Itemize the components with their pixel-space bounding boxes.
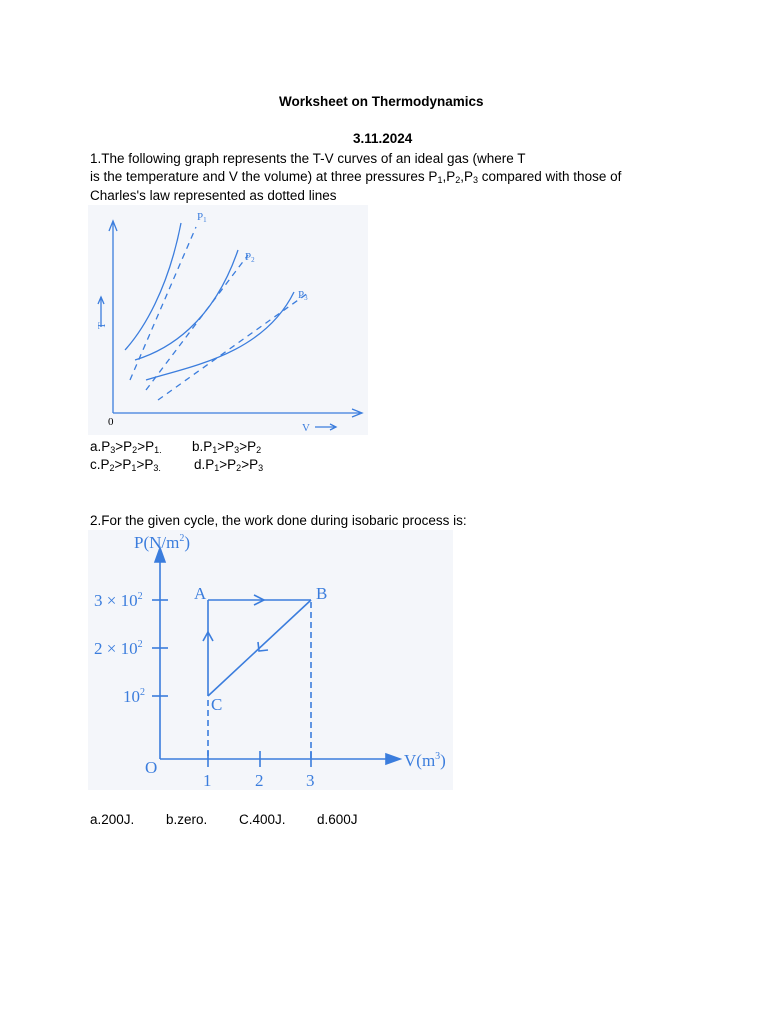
q1-tv-graph	[88, 205, 368, 435]
q2-option-a[interactable]: a.200J.	[90, 812, 135, 827]
q2-point-c: C	[211, 695, 223, 714]
q1-option-d[interactable]: $d.P_1>P_2>P_3$	[194, 457, 264, 473]
q1-text-line2: is the temperature and V the volume) at three pressures $P_1,P_2,P_3$ compared with those of	[90, 169, 622, 185]
q2-x-axis-label: $V(m^3)$	[404, 751, 446, 770]
q2-x-tick-2: 2	[255, 771, 264, 790]
q2-x-tick-1: 1	[203, 771, 212, 790]
q1-label-p2: P2	[245, 251, 255, 264]
q2-y-tick-300: $3 \times 10^2$	[94, 591, 143, 610]
q2-y-tick-200: $2 \times 10^2$	[94, 639, 143, 658]
q2-y-tick-100: $10^2$	[123, 687, 145, 706]
q1-option-b[interactable]: $b.P_1>P_3>P_2$	[192, 439, 262, 455]
q2-point-a: A	[194, 584, 207, 603]
q2-option-d[interactable]: d.600J	[317, 812, 358, 827]
worksheet-title: Worksheet on Thermodynamics	[279, 94, 484, 109]
q1-option-a[interactable]: $a.P_3>P_2>P_{1.}$	[90, 439, 162, 455]
q2-option-b[interactable]: b.zero.	[166, 812, 208, 827]
q2-pv-graph	[88, 530, 453, 790]
q2-y-axis-label: $P(N/m^2)$	[134, 533, 191, 552]
q1-origin-label: 0	[108, 416, 114, 428]
worksheet-date: 3.11.2024	[353, 131, 413, 146]
q1-v-label: V	[302, 422, 310, 434]
q2-point-b: B	[316, 584, 328, 603]
q2-text: 2.For the given cycle, the work done during isobaric process is:	[90, 513, 467, 528]
q1-label-p3: P3	[298, 289, 308, 302]
q1-text-line1: 1.The following graph represents the T-V curves of an ideal gas (where T	[90, 151, 526, 166]
q2-option-c[interactable]: C.400J.	[239, 812, 286, 827]
q1-t-label: T	[96, 322, 108, 329]
q2-origin-label: O	[145, 758, 158, 777]
q2-x-tick-3: 3	[306, 771, 315, 790]
q1-label-p1: P1	[197, 211, 207, 224]
q1-option-c[interactable]: $c.P_2>P_1>P_{3.}$	[90, 457, 161, 473]
q1-text-line3: Charles's law represented as dotted lines	[90, 188, 337, 203]
